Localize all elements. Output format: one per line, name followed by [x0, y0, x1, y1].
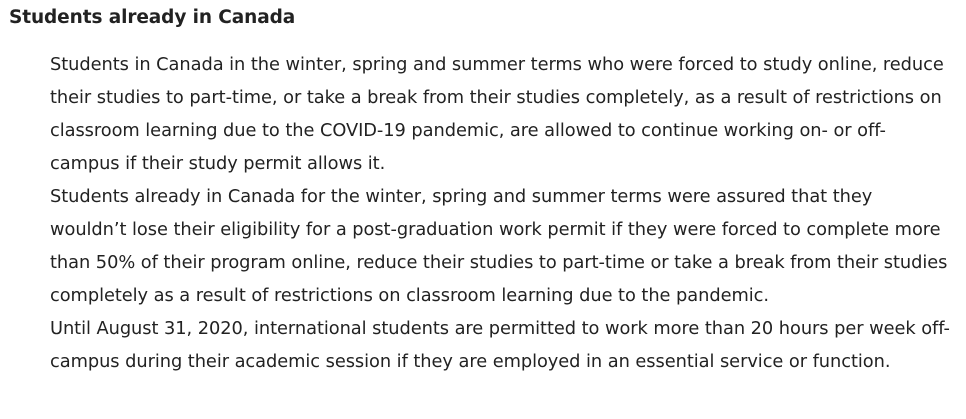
section-body: [50, 48, 950, 378]
paragraph-pgwp-eligibility: Students already in Canada for the winter, spring and summer terms were assured that they wouldn’t lose their eligibility for a post-graduation work permit if they were forced to complete more than 50% of their program online, reduce their studies to part-time or take a break from their studies completely as a result of restrictions on classroom learning due to the pandemic.: [50, 186, 948, 306]
paragraph-work-hours: Until August 31, 2020, international students are permitted to work more than 20 hours per week off-campus during their academic session if they are employed in an essential service or function.: [50, 318, 950, 372]
section-heading: Students already in Canada: [9, 7, 296, 28]
paragraph-study-online: Students in Canada in the winter, spring and summer terms who were forced to study online, reduce their studies to part-time, or take a break from their studies completely, as a result of restrictions on classroom learning due to the COVID-19 pandemic, are allowed to continue working on- or off-campus if their study permit allows it.: [50, 54, 944, 174]
